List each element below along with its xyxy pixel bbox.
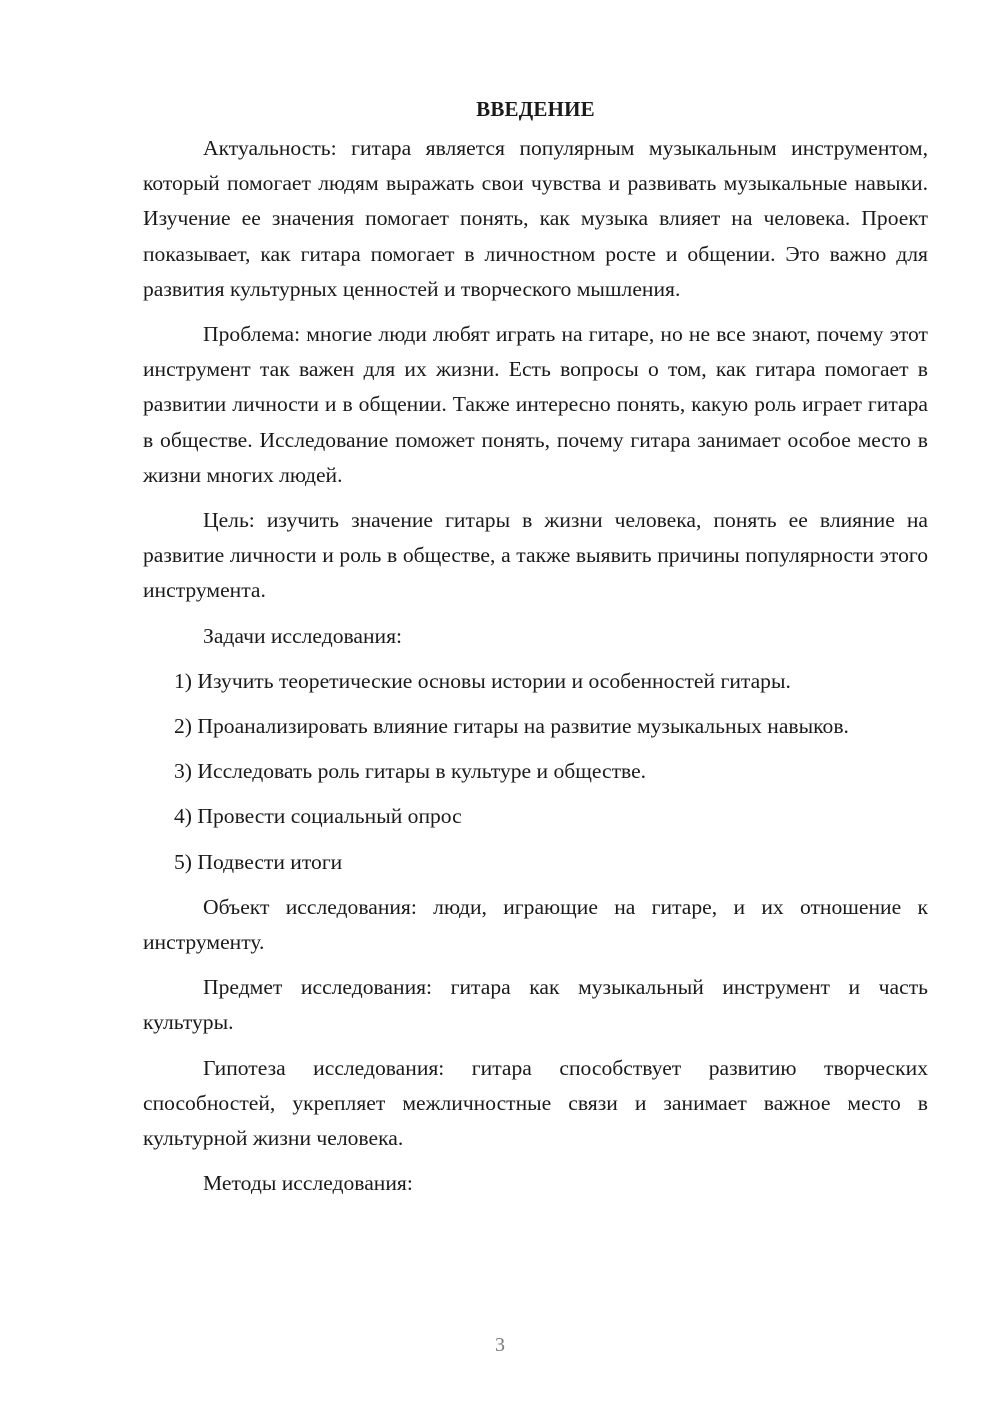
paragraph-subject: Предмет исследования: гитара как музыкальный инструмент и часть культуры. bbox=[143, 975, 928, 1035]
page-number: 3 bbox=[495, 1334, 505, 1356]
paragraph-object: Объект исследования: люди, играющие на гитаре, и их отношение к инструменту. bbox=[143, 894, 928, 955]
methods-heading: Методы исследования: bbox=[203, 1171, 413, 1196]
document-page bbox=[143, 92, 928, 1211]
task-item-2: 2) Проанализировать влияние гитары на развитие музыкальных навыков. bbox=[174, 714, 849, 739]
paragraph-goal: Цель: изучить значение гитары в жизни человека, понять ее влияние на развитие личности и роль в обществе, а также выявить причины популярности этого инструмента. bbox=[143, 508, 928, 603]
task-item-1: 1) Изучить теоретические основы истории и особенностей гитары. bbox=[174, 668, 791, 693]
section-title: ВВЕДЕНИЕ bbox=[476, 97, 595, 121]
task-item-5: 5) Подвести итоги bbox=[174, 849, 343, 874]
paragraph-relevance: Актуальность: гитара является популярным музыкальным инструментом, который помогает людям выражать свои чувства и развивать музыкальные навыки. Изучение ее значения помогает понять, как музыка влияет на человека. Проект показывает, как гитара помогает в личностном росте и общении. Это важно для развития культурных ценностей и творческого мышления. bbox=[143, 136, 928, 301]
task-item-3: 3) Исследовать роль гитары в культуре и обществе. bbox=[174, 759, 647, 784]
paragraph-hypothesis: Гипотеза исследования: гитара способствует развитию творческих способностей, укрепляет межличностные связи и занимает важное место в культурной жизни человека. bbox=[143, 1055, 928, 1151]
paragraph-problem: Проблема: многие люди любят играть на гитаре, но не все знают, почему этот инструмент так важен для их жизни. Есть вопросы о том, как гитара помогает в развитии личности и в общении. Также интересно понять, какую роль играет гитара в обществе. Исследование поможет понять, почему гитара занимает особое место в жизни многих людей. bbox=[143, 322, 928, 487]
task-item-4: 4) Провести социальный опрос bbox=[174, 804, 462, 829]
tasks-heading: Задачи исследования: bbox=[203, 623, 403, 648]
